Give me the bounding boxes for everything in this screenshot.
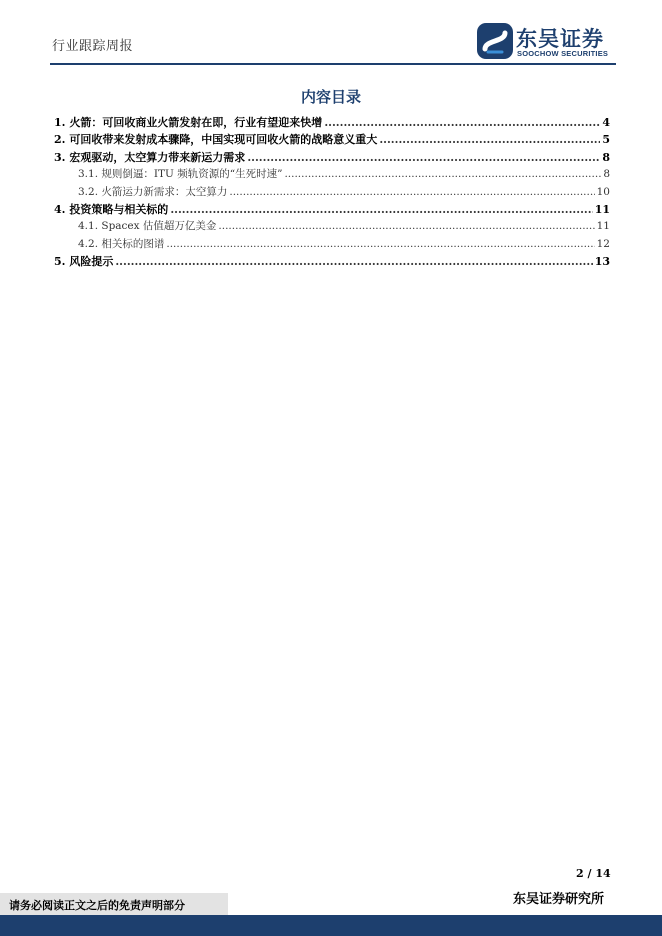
toc-leader-dots <box>115 255 592 268</box>
toc-entry-label: 4.2. 相关标的图谱 <box>78 237 165 250</box>
toc-entry-page: 11 <box>594 202 610 216</box>
toc-leader-dots <box>379 133 600 146</box>
header-divider <box>50 63 616 65</box>
toc-subentry[interactable] <box>54 184 610 201</box>
company-logo <box>476 22 616 62</box>
logo-text-en: SOOCHOW SECURITIES <box>517 49 609 58</box>
toc-entry-page: 12 <box>596 237 610 250</box>
company-name: 东吴证券研究所 <box>513 892 605 907</box>
toc-title: 内容目录 <box>300 88 361 106</box>
toc-entry-page: 8 <box>602 150 610 164</box>
disclaimer-text: 请务必阅读正文之后的免责声明部分 <box>9 899 185 912</box>
logo-text-cn: 东吴证券 <box>516 27 604 51</box>
toc-subentry[interactable] <box>54 166 610 183</box>
toc-leader-dots <box>284 168 601 180</box>
toc-entry-label: 4. 投资策略与相关标的 <box>54 202 169 216</box>
toc-leader-dots <box>218 220 594 232</box>
toc-entry-page: 4 <box>602 116 610 129</box>
toc-entry-label: 3. 宏观驱动，太空算力带来新运力需求 <box>54 150 246 164</box>
toc-leader-dots <box>229 186 594 198</box>
toc-subentry[interactable] <box>54 236 610 253</box>
toc-entry-label: 5. 风险提示 <box>54 255 114 269</box>
toc-entry-page: 8 <box>603 168 610 181</box>
toc-entry-label: 2. 可回收带来发射成本骤降，中国实现可回收火箭的战略意义重大 <box>54 133 378 147</box>
toc-entry[interactable] <box>54 201 610 218</box>
toc-entry-page: 5 <box>602 133 610 147</box>
page-indicator: 2 / 14 <box>576 867 611 880</box>
toc-entry[interactable] <box>54 114 610 131</box>
toc-entry[interactable] <box>54 253 610 270</box>
report-type-label: 行业跟踪周报 <box>52 39 134 54</box>
toc-entry-page: 11 <box>596 220 610 233</box>
toc-entry-label: 3.2. 火箭运力新需求：太空算力 <box>78 185 228 198</box>
logo-mark-icon <box>476 22 514 60</box>
toc-leader-dots <box>324 116 600 129</box>
toc-entry[interactable] <box>54 149 610 166</box>
toc-entry-page: 10 <box>596 185 610 198</box>
toc-entry-label: 1. 火箭：可回收商业火箭发射在即，行业有望迎来快增 <box>54 116 323 129</box>
toc-entry-label: 4.1. Spacex 估值超万亿美金 <box>78 220 217 233</box>
toc-entry-page: 13 <box>594 255 610 269</box>
toc-entry-label: 3.1. 规则倒逼：ITU 频轨资源的“生死时速” <box>78 168 283 181</box>
toc-leader-dots <box>247 151 600 164</box>
footer-bar <box>0 915 662 936</box>
toc-entry[interactable] <box>54 131 610 148</box>
toc-leader-dots <box>170 203 592 216</box>
toc-subentry[interactable] <box>54 218 610 235</box>
table-of-contents <box>54 114 610 271</box>
toc-leader-dots <box>166 238 594 250</box>
